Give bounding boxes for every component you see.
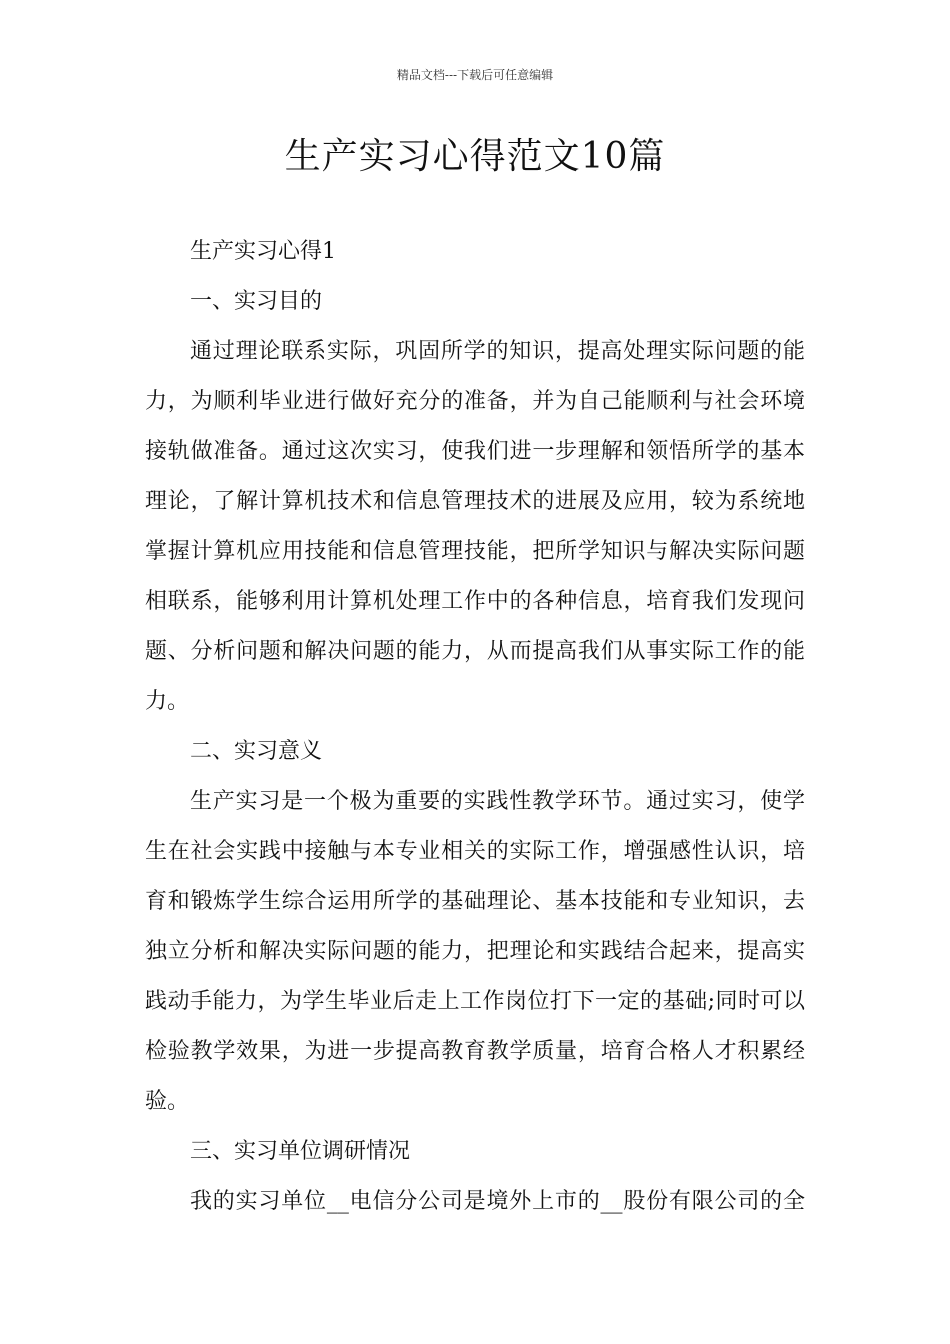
paragraph-line: 题、分析问题和解决问题的能力，从而提高我们从事实际工作的能 [145,639,805,664]
subheading: 生产实习心得1 [190,239,336,264]
paragraph-line: 相联系，能够利用计算机处理工作中的各种信息，培育我们发现问 [145,589,805,614]
paragraph-line: 掌握计算机应用技能和信息管理技能，把所学知识与解决实际问题 [145,539,805,564]
paragraph [145,782,805,1132]
document-body [145,232,805,1232]
section-heading: 三、实习单位调研情况 [190,1139,411,1164]
paragraph-line: 生产实习是一个极为重要的实践性教学环节。通过实习，使学 [190,789,805,814]
section-heading: 二、实习意义 [190,739,323,764]
paragraph-line: 力，为顺利毕业进行做好充分的准备，并为自己能顺利与社会环境 [145,389,805,414]
paragraph [145,332,805,732]
paragraph-line: 独立分析和解决实际问题的能力，把理论和实践结合起来，提高实 [145,939,805,964]
section-heading: 一、实习目的 [190,289,323,314]
paragraph [145,1182,805,1232]
paragraph-line: 我的实习单位__电信分公司是境外上市的__股份有限公司的全 [190,1189,805,1214]
paragraph-line: 生在社会实践中接触与本专业相关的实际工作，增强感性认识，培 [145,839,805,864]
paragraph-line: 通过理论联系实际，巩固所学的知识，提高处理实际问题的能 [190,339,805,364]
paragraph-line: 力。 [145,689,190,714]
paragraph-line: 检验教学效果，为进一步提高教育教学质量，培育合格人才积累经 [145,1039,805,1064]
paragraph-line: 理论，了解计算机技术和信息管理技术的进展及应用，较为系统地 [145,489,805,514]
page-header: 精品文档---下载后可任意编辑 [396,68,554,82]
paragraph-line: 育和锻炼学生综合运用所学的基础理论、基本技能和专业知识，去 [145,889,805,914]
paragraph-line: 接轨做准备。通过这次实习，使我们进一步理解和领悟所学的基本 [145,439,805,464]
paragraph-line: 验。 [145,1089,190,1114]
document-title: 生产实习心得范文10篇 [284,136,666,177]
paragraph-line: 践动手能力，为学生毕业后走上工作岗位打下一定的基础;同时可以 [145,989,805,1014]
